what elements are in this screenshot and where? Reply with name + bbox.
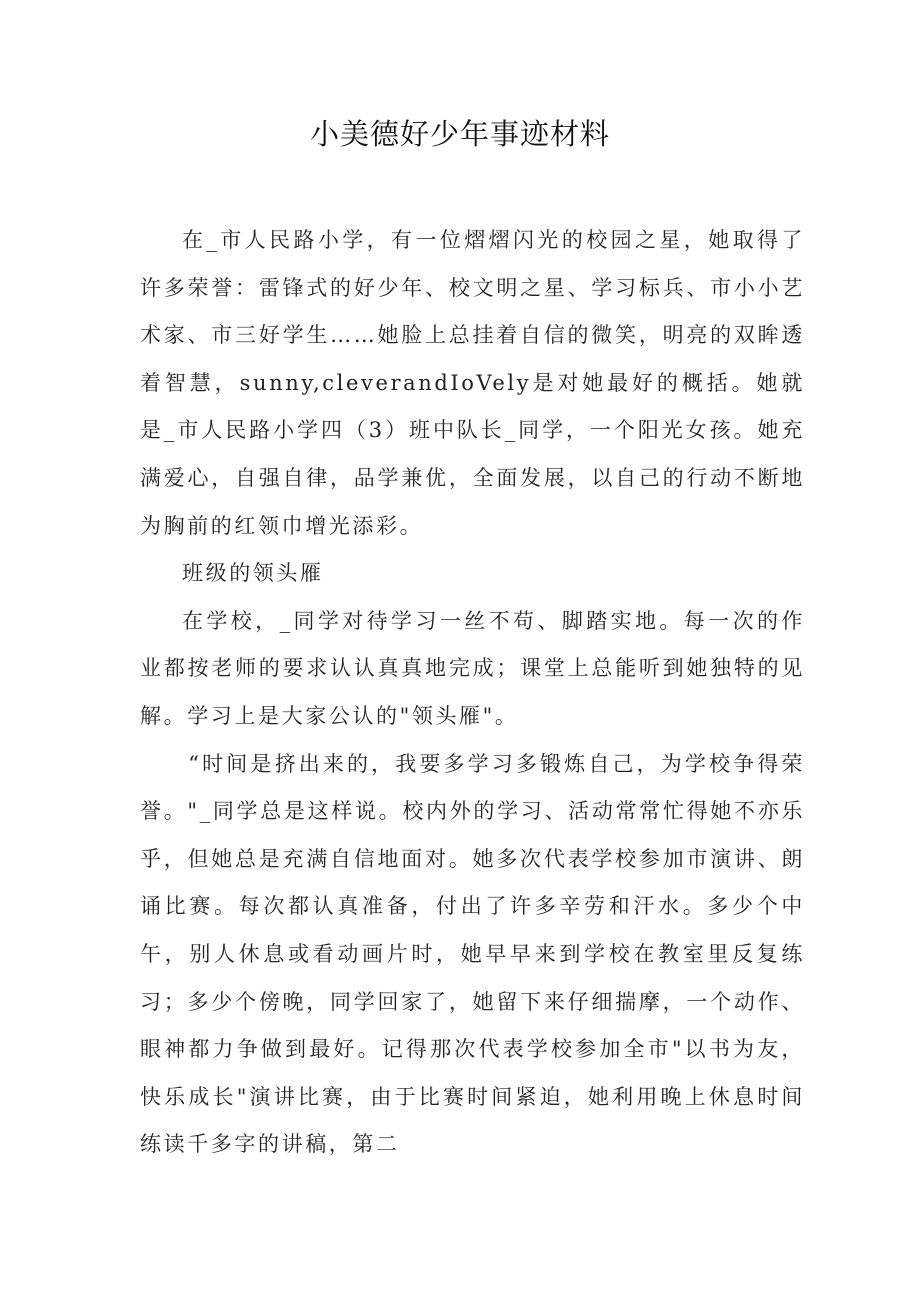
section-heading: 班级的领头雁 <box>182 561 324 586</box>
document-body <box>140 217 805 1169</box>
paragraph-study: 在学校，_同学对待学习一丝不苟、脚踏实地。每一次的作业都按老师的要求认认真真地完成；课堂上总能听到她独特的见解。学习上是大家公认的"领头雁"。 <box>140 608 805 728</box>
paragraph-intro: 在_市人民路小学，有一位熠熠闪光的校园之星，她取得了许多荣誉：雷锋式的好少年、校文明之星、学习标兵、市小小艺术家、市三好学生……她脸上总挂着自信的微笑，明亮的双眸透着智慧，sunny,cleverandIoVely是对她最好的概括。她就是_市人民路小学四（3）班中队长_同学，一个阳光女孩。她充满爱心，自强自律，品学兼优，全面发展，以自己的行动不断地为胸前的红领巾增光添彩。 <box>140 228 805 538</box>
paragraph-quote: “时间是挤出来的，我要多学习多锻炼自己，为学校争得荣誉。"_同学总是这样说。校内外的学习、活动常常忙得她不亦乐乎，但她总是充满自信地面对。她多次代表学校参加市演讲、朗诵比赛。每次都认真准备，付出了许多辛劳和汗水。多少个中午，别人休息或看动画片时，她早早来到学校在教室里反复练习；多少个傍晚，同学回家了，她留下来仔细揣摩，一个动作、眼神都力争做到最好。记得那次代表学校参加全市"以书为友，快乐成长"演讲比赛，由于比赛时间紧迫，她利用晚上休息时间练读千多字的讲稿，第二 <box>140 751 805 1157</box>
document-title: 小美德好少年事迹材料 <box>309 117 610 151</box>
